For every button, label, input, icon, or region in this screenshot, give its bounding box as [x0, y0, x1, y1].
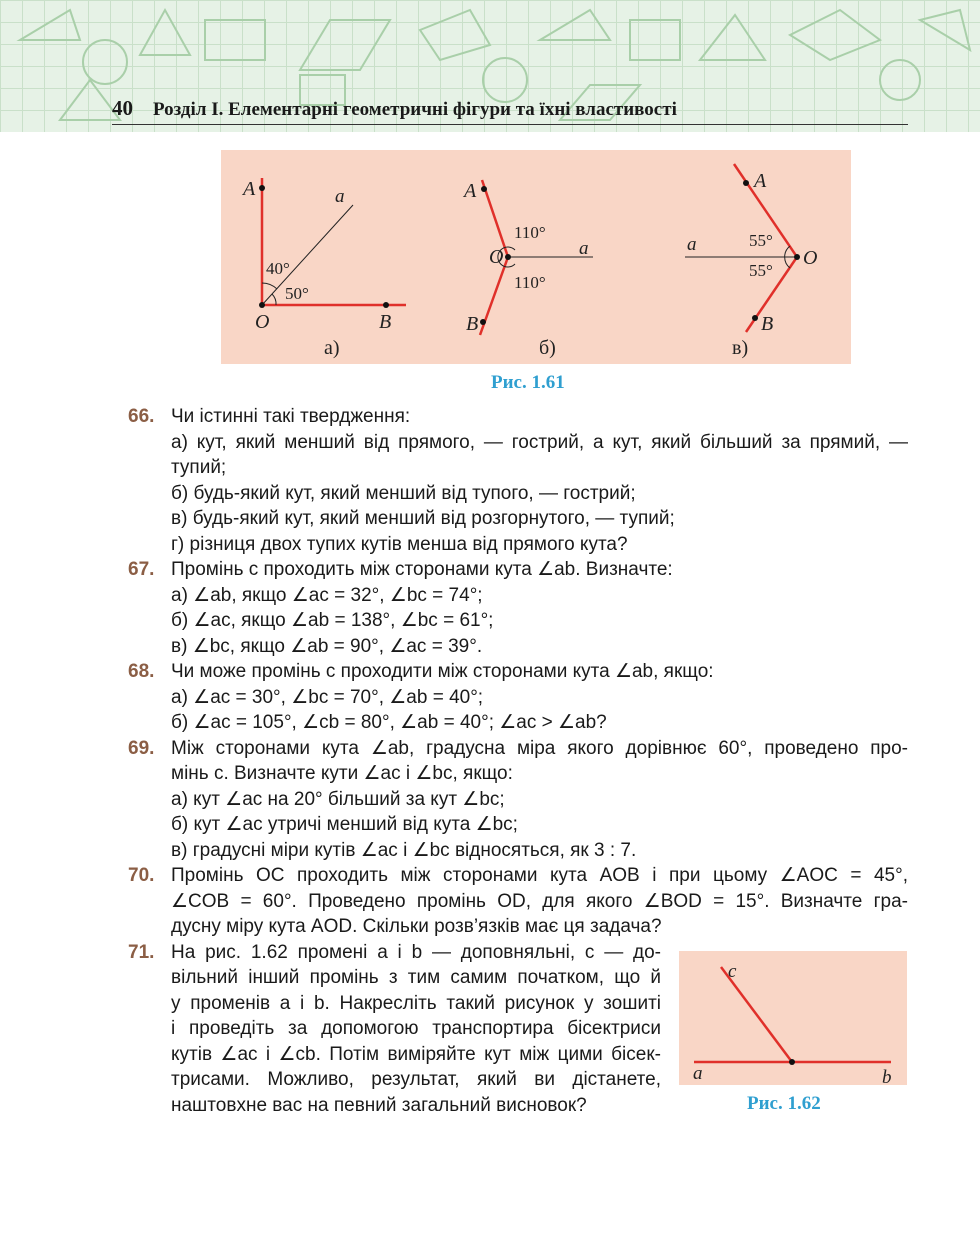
point-b — [752, 315, 758, 321]
subfigure-b-label: б) — [539, 337, 556, 359]
figure-1-61-drawing — [221, 150, 851, 364]
point-a — [481, 186, 487, 192]
chapter-title: Розділ I. Елементарні геометричні фігури та їхні властивості — [153, 99, 677, 120]
problem-line: б) кут ∠ac утричі менший від кута ∠bc; — [171, 814, 518, 835]
problem-70 — [128, 863, 908, 940]
problem-line: Промінь c проходить між сторонами кута ∠ab. Визначте: — [171, 559, 673, 580]
label-b: b — [882, 1067, 892, 1085]
problem-line: в) ∠bc, якщо ∠ab = 90°, ∠ac = 39°. — [171, 635, 483, 657]
problem-line: вільний інший промінь з тим самим початком, що й — [171, 967, 661, 988]
problem-line: кутів ∠ac і ∠cb. Потім виміряйте кут між цими бісек- — [171, 1043, 661, 1065]
point-a — [259, 185, 265, 191]
figure-1-62 — [679, 951, 907, 1085]
angle-50-label: 50° — [285, 284, 309, 303]
problem-number: 68. — [128, 661, 155, 682]
subfigure-b — [462, 180, 593, 359]
figure-1-62-caption: Рис. 1.62 — [747, 1093, 821, 1114]
problem-line: б) будь-який кут, який менший від тупого, — гострий; — [171, 482, 636, 504]
subfigure-c — [685, 164, 817, 359]
problem-line: Промінь OC проходить між сторонами кута AOB і при цьому ∠AOC = 45°, — [171, 865, 908, 886]
problem-number: 66. — [128, 406, 155, 427]
problem-line: трисами. Можливо, результат, який ви дістанете, — [171, 1069, 661, 1090]
problem-67 — [128, 557, 908, 659]
angle-110-bottom-label: 110° — [514, 273, 546, 292]
point-o — [794, 254, 800, 260]
label-a-ray: a — [579, 238, 589, 259]
problem-line: а) кут ∠ac на 20° більший за кут ∠bc; — [171, 788, 505, 810]
label-B: B — [466, 313, 479, 335]
problem-69 — [128, 736, 908, 864]
point-a — [743, 180, 749, 186]
vertex-point — [789, 1059, 795, 1065]
point-o — [259, 302, 265, 308]
problem-number: 67. — [128, 559, 155, 580]
problem-line: тупий; — [171, 457, 227, 478]
subfigure-a — [241, 178, 406, 359]
angle-arc-40 — [262, 283, 277, 289]
point-o — [505, 254, 511, 260]
page-number: 40 — [112, 96, 133, 120]
figure-1-62-drawing — [679, 951, 907, 1085]
running-header — [112, 96, 908, 125]
label-c: c — [728, 961, 737, 982]
problem-line: наштовхне вас на певний загальний висновок? — [171, 1094, 587, 1116]
problem-line: а) кут, який менший від прямого, — гострий, а кут, який більший за прямий, — — [171, 431, 908, 453]
point-b — [383, 302, 389, 308]
angle-55-bottom-label: 55° — [749, 261, 773, 280]
label-A: A — [243, 178, 256, 200]
problem-line: а) ∠ac = 30°, ∠bc = 70°, ∠ab = 40°; — [171, 686, 484, 708]
problem-line: ∠COB = 60°. Проведено промінь OD, для якого ∠BOD = 15°. Визначте гра- — [171, 890, 908, 912]
label-A: A — [754, 170, 767, 192]
subfigure-c-label: в) — [732, 337, 749, 359]
subfigure-a-label: а) — [324, 337, 340, 359]
label-O: O — [255, 311, 270, 333]
problem-line: б) ∠ac, якщо ∠ab = 138°, ∠bc = 61°; — [171, 610, 494, 631]
problem-line: у променів a і b. Накресліть такий рисунок у зошиті — [171, 992, 661, 1014]
angle-110-top-label: 110° — [514, 223, 546, 242]
problem-number: 69. — [128, 737, 155, 759]
problem-number: 70. — [128, 865, 155, 886]
problem-line: Чи істинні такі твердження: — [171, 406, 411, 427]
label-a: a — [693, 1063, 703, 1084]
problem-line: в) градусні міри кутів ∠ac і ∠bc відносяться, як 3 : 7. — [171, 839, 637, 861]
label-O: O — [489, 246, 504, 268]
label-B: B — [379, 311, 392, 333]
label-A: A — [464, 180, 477, 202]
problem-line: а) ∠ab, якщо ∠ac = 32°, ∠bc = 74°; — [171, 584, 483, 606]
angle-55-top-label: 55° — [749, 231, 773, 250]
figure-1-61 — [221, 150, 851, 364]
label-B: B — [761, 313, 774, 335]
angle-arc-50 — [272, 294, 276, 305]
problem-line: На рис. 1.62 промені a і b — доповняльні, c — до- — [171, 941, 661, 963]
problem-line: і проведіть за допомогою транспортира бісектриси — [171, 1018, 661, 1039]
problem-68 — [128, 659, 908, 736]
problem-line: Чи може промінь c проходити між сторонами кута ∠ab, якщо: — [171, 661, 714, 682]
problem-line: мінь c. Визначте кути ∠ac і ∠bc, якщо: — [171, 763, 513, 784]
problem-line: в) будь-який кут, який менший від розгорнутого, — тупий; — [171, 508, 675, 529]
problem-line: б) ∠ac = 105°, ∠cb = 80°, ∠ab = 40°; ∠ac > ∠ab? — [171, 712, 607, 733]
problem-line: Між сторонами кута ∠ab, градусна міра якого дорівнює 60°, проведено про- — [171, 737, 908, 759]
label-a-ray: a — [335, 186, 345, 207]
problem-line: г) різниця двох тупих кутів менша від прямого кута? — [171, 533, 628, 555]
point-b — [480, 319, 486, 325]
label-O: O — [803, 247, 818, 269]
label-a-ray: a — [687, 234, 697, 255]
problem-number: 71. — [128, 941, 155, 963]
figure-1-61-caption: Рис. 1.61 — [491, 372, 565, 393]
problem-line: дусну міру кута AOD. Скільки розв’язків має ця задача? — [171, 916, 662, 937]
problem-66 — [128, 404, 908, 557]
angle-40-label: 40° — [266, 259, 290, 278]
